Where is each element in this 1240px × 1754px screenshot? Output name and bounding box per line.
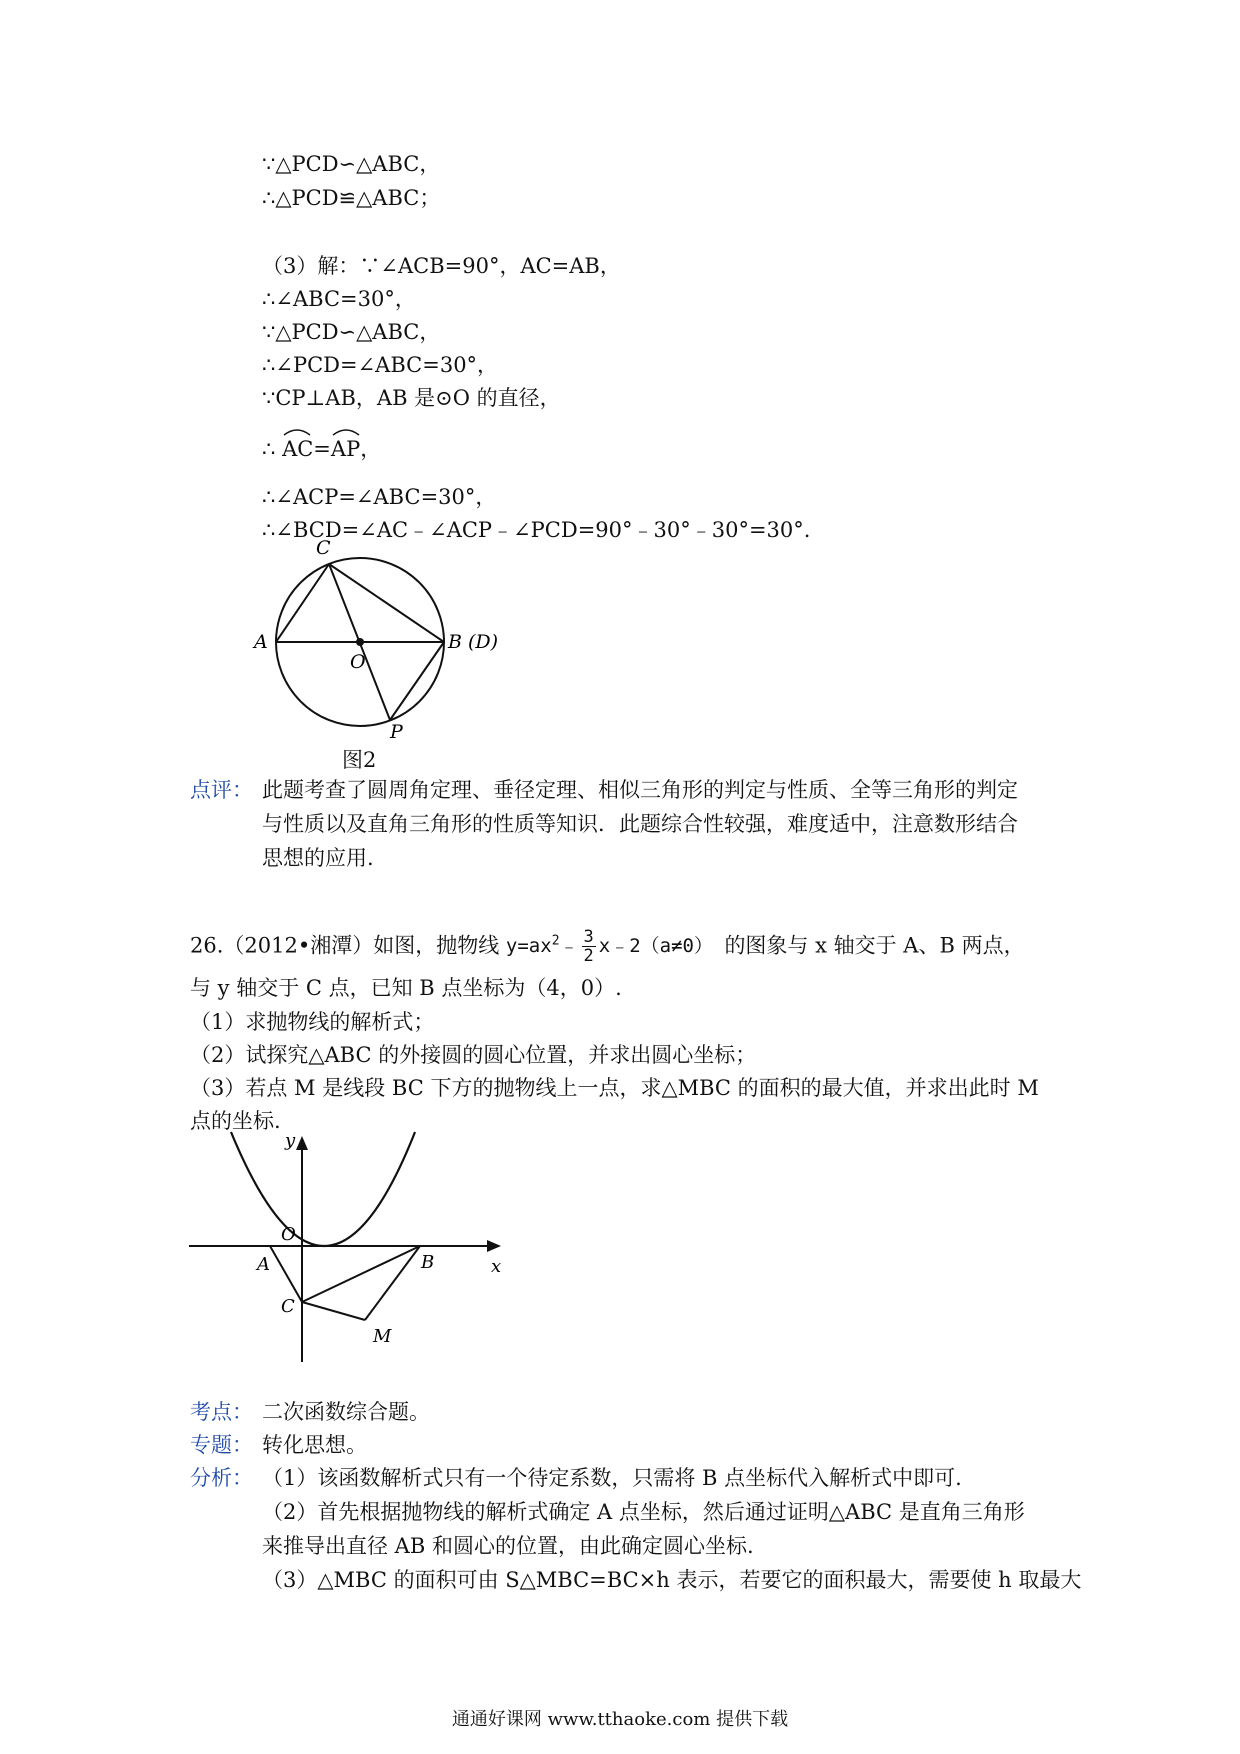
- fenxi-label: 分析：: [190, 1466, 253, 1490]
- proof-line-1: ∵△PCD∽△ABC，: [262, 152, 441, 176]
- analysis-line-4: （3）△MBC 的面积可由 S△MBC=BC×h 表示，若要它的面积最大，需要使 h 取最大: [262, 1568, 1082, 1592]
- arc-equality-line: [262, 435, 381, 463]
- part3-line-7: ∴∠BCD=∠AC﹣∠ACP﹣∠PCD=90°﹣30°﹣30°=30°.: [262, 518, 811, 542]
- part3-line-4: ∴∠PCD=∠ABC=30°，: [262, 353, 499, 377]
- label-c: C: [316, 537, 331, 559]
- question-1: （1）求抛物线的解析式；: [190, 1010, 435, 1034]
- problem-26-line-2: 与 y 轴交于 C 点，已知 B 点坐标为（4，0）.: [190, 976, 622, 1000]
- part3-line-5: ∵CP⊥AB，AB 是⊙O 的直径，: [262, 386, 561, 410]
- analysis-line-3: 来推导出直径 AB 和圆心的位置，由此确定圆心坐标.: [262, 1534, 754, 1558]
- arc-ap: AP: [331, 435, 360, 463]
- y-axis-arrow-icon: [296, 1136, 308, 1150]
- review-label: 点评：: [190, 778, 253, 802]
- label-a: A: [254, 631, 268, 653]
- label-o: O: [281, 1224, 296, 1245]
- analysis-line-1: （1）该函数解析式只有一个待定系数，只需将 B 点坐标代入解析式中即可.: [262, 1466, 962, 1490]
- segment-mb: [365, 1246, 420, 1320]
- arc-mark-icon: [331, 425, 361, 437]
- label-a: A: [257, 1254, 270, 1275]
- review-line-1: 此题考查了圆周角定理、垂径定理、相似三角形的判定与性质、全等三角形的判定: [262, 778, 1018, 802]
- kaodian-label: 考点：: [190, 1400, 253, 1424]
- zhuanti-text: 转化思想。: [262, 1433, 367, 1457]
- arc-prefix: ∴: [262, 437, 276, 461]
- review-line-2: 与性质以及直角三角形的性质等知识．此题综合性较强，难度适中，注意数形结合: [262, 812, 1018, 836]
- fraction-3-2: $\frac{3}{2}$: [583, 927, 594, 967]
- question-2: （2）试探究△ABC 的外接圆的圆心位置，并求出圆心坐标；: [190, 1043, 757, 1067]
- center-point: [356, 638, 364, 646]
- question-3-cont: 点的坐标.: [190, 1109, 281, 1133]
- segment-pb: [390, 642, 444, 720]
- zhuanti-label: 专题：: [190, 1433, 253, 1457]
- label-b-d: B (D): [448, 631, 499, 653]
- figure-2-circle: [250, 537, 510, 743]
- parabola-formula: $y=ax^2﹣$ $\frac{3}{2}$ x﹣2（a≠0）: [505, 927, 713, 967]
- problem-26-intro: 26.（2012•湘潭）如图，抛物线 $y=ax^2﹣$ $\frac{3}{2}$ x﹣2（a≠0） 的图象与 x 轴交于 A、B 两点，: [190, 927, 1025, 967]
- analysis-line-2: （2）首先根据抛物线的解析式确定 A 点坐标，然后通过证明△ABC 是直角三角形: [262, 1500, 1025, 1524]
- segment-ac: [276, 564, 329, 642]
- arc-mark-icon: [282, 425, 312, 437]
- segment-cb: [329, 564, 444, 642]
- label-p: P: [390, 721, 403, 743]
- arc-ac: AC: [282, 435, 313, 463]
- segment-cm: [302, 1302, 365, 1320]
- proof-line-2: ∴△PCD≌△ABC；: [262, 186, 441, 210]
- part3-line-6: ∴∠ACP=∠ABC=30°，: [262, 485, 497, 509]
- label-c: C: [281, 1296, 295, 1317]
- label-b: B: [421, 1252, 435, 1273]
- kaodian-text: 二次函数综合题。: [262, 1400, 430, 1424]
- part3-line-1: （3）解：∵∠ACB=90°，AC=AB，: [262, 254, 621, 278]
- x-axis-arrow-icon: [487, 1240, 501, 1252]
- review-line-3: 思想的应用.: [262, 846, 374, 870]
- arc-suffix: ，: [360, 437, 382, 461]
- label-m: M: [373, 1326, 392, 1347]
- label-y: y: [285, 1130, 296, 1151]
- parabola-curve: [231, 1132, 415, 1246]
- label-x: x: [491, 1256, 502, 1277]
- segment-ac: [270, 1246, 302, 1302]
- label-o: O: [350, 651, 366, 673]
- figure-2-caption: 图2: [342, 748, 377, 772]
- page-footer: 通通好课网 www.tthaoke.com 提供下载: [451, 1709, 789, 1730]
- segment-cb: [302, 1246, 420, 1302]
- part3-line-3: ∵△PCD∽△ABC，: [262, 320, 441, 344]
- figure-parabola: [185, 1130, 515, 1366]
- question-3: （3）若点 M 是线段 BC 下方的抛物线上一点，求△MBC 的面积的最大值，并求出此时 M: [190, 1076, 1039, 1100]
- part3-line-2: ∴∠ABC=30°，: [262, 287, 416, 311]
- arc-equals: =: [313, 437, 331, 461]
